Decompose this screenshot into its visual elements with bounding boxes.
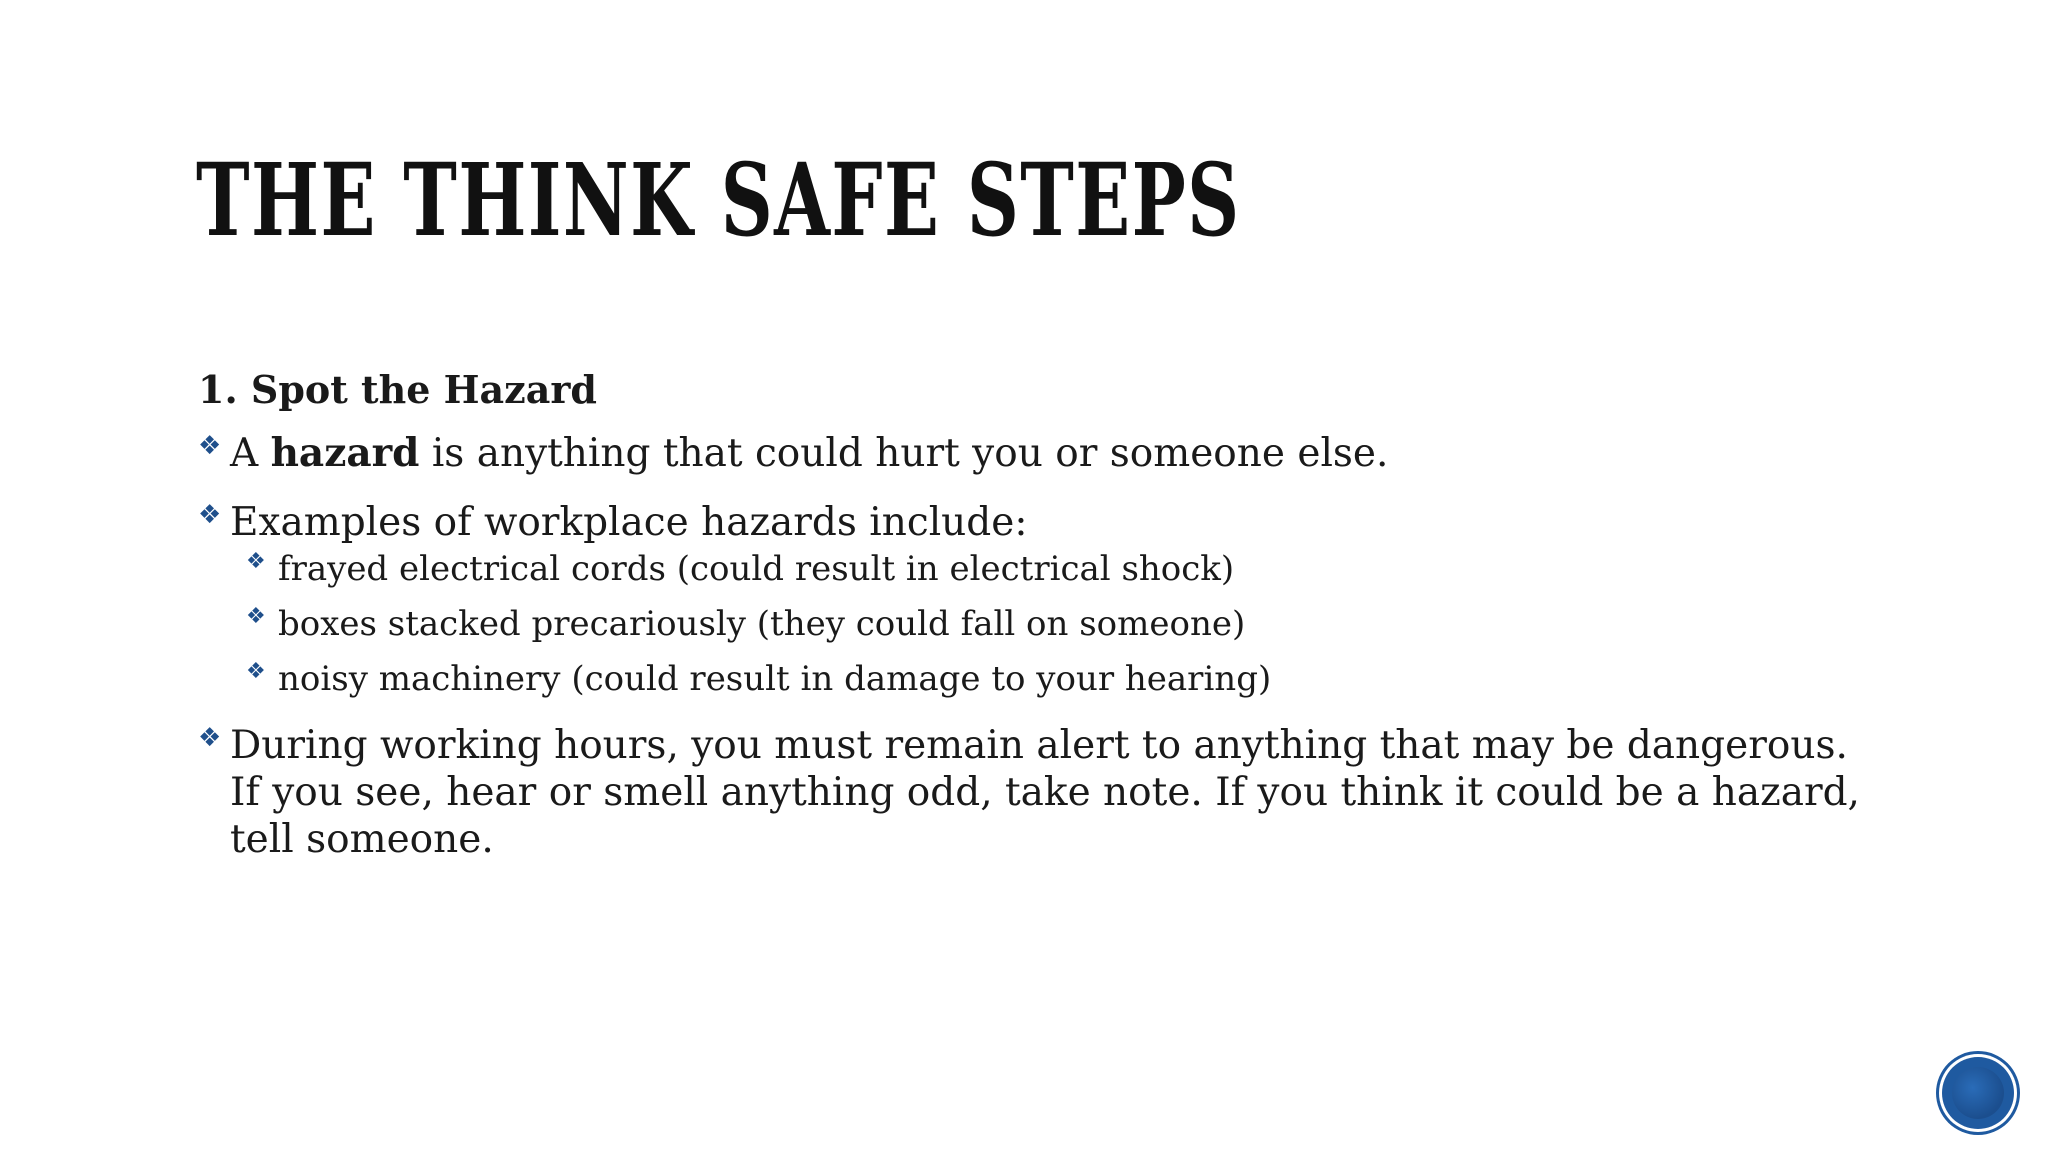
bullet-text: Examples of workplace hazards include: bbox=[230, 500, 1028, 545]
diamond-cluster-icon: ❖ bbox=[198, 431, 222, 461]
diamond-cluster-icon: ❖ bbox=[198, 723, 222, 753]
bullet-hazard-definition bbox=[198, 430, 1878, 477]
bullet-prefix: A bbox=[230, 431, 271, 476]
bullet-bold-term: hazard bbox=[270, 430, 420, 476]
examples-list bbox=[198, 548, 1878, 700]
bullet-text: During working hours, you must remain alert to anything that may be dangerous. If you see, hear or smell anything odd, take note. If you think it could be a hazard, tell someone. bbox=[230, 723, 1860, 862]
bullet-examples-intro bbox=[198, 499, 1878, 546]
bullet-suffix: is anything that could hurt you or someone else. bbox=[419, 431, 1389, 476]
diamond-cluster-icon: ❖ bbox=[246, 604, 266, 629]
list-item bbox=[246, 603, 1878, 645]
diamond-cluster-icon: ❖ bbox=[198, 500, 222, 530]
slide-badge-icon bbox=[1942, 1057, 2014, 1129]
slide-title: THE THINK SAFE STEPS bbox=[196, 141, 1241, 259]
list-item-text: noisy machinery (could result in damage to your hearing) bbox=[278, 659, 1272, 699]
diamond-cluster-icon: ❖ bbox=[246, 659, 266, 684]
diamond-cluster-icon: ❖ bbox=[246, 549, 266, 574]
list-item bbox=[246, 548, 1878, 590]
bullet-alert bbox=[198, 722, 1878, 863]
list-item bbox=[246, 658, 1878, 700]
step-heading: 1. Spot the Hazard bbox=[198, 367, 597, 412]
slide-content bbox=[198, 364, 1878, 885]
list-item-text: frayed electrical cords (could result in electrical shock) bbox=[278, 549, 1235, 589]
list-item-text: boxes stacked precariously (they could fall on someone) bbox=[278, 604, 1246, 644]
badge-inner bbox=[1952, 1067, 2004, 1119]
